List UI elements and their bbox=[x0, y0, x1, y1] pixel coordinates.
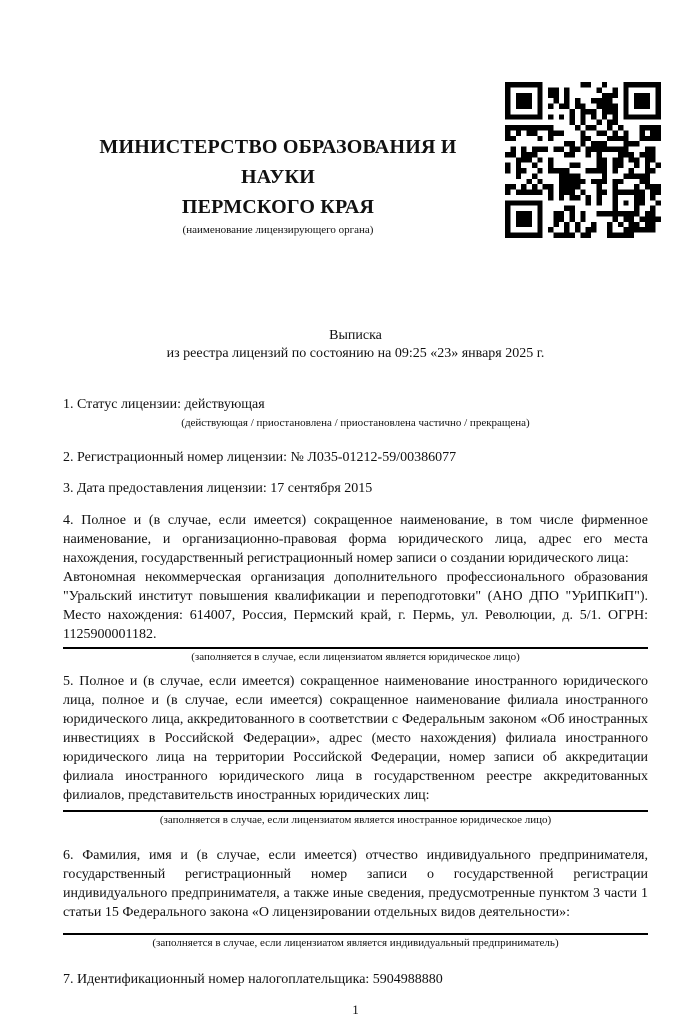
inn-line: 7. Идентификационный номер налогоплательщика: 5904988880 bbox=[63, 972, 443, 987]
ministry-name-line2: ПЕРМСКОГО КРАЯ bbox=[181, 196, 375, 218]
page-number: 1 bbox=[352, 1002, 359, 1017]
document-content bbox=[63, 0, 648, 1018]
foreign-entity-divider bbox=[63, 810, 648, 812]
entrepreneur-divider bbox=[63, 933, 648, 935]
document-title: Выписка bbox=[329, 328, 382, 343]
license-status-line: 1. Статус лицензии: действующая bbox=[63, 397, 265, 412]
license-status-note: (действующая / приостановлена / приостановлена частично / прекращена) bbox=[181, 417, 530, 429]
legal-entity-value: Автономная некоммерческая организация дополнительного профессионального образования "Уральский институт повышения квалификации и переподготовки" (АНО ДПО "УрИПКиП"). Место нахождения: 614007, Россия, Пермский край, г. Пермь, ул. Революции, д. 5/1. ОГРН: 1125900001182. bbox=[63, 570, 648, 642]
foreign-entity-paragraph: 5. Полное и (в случае, если имеется) сокращенное наименование иностранного юридического лица, полное и (в случае, если имеется) сокращенное наименование филиала иностранного юридического лица, аккредитованного в соответствии с Федеральным законом «Об иностранных инвестициях в Российской Федерации», адрес (место нахождения) филиала иностранного юридического лица на территории Российской Федерации, номер записи об аккредитации филиала иностранного юридического лица в государственном реестре аккредитованных филиалов, представительств иностранных юридических лиц: bbox=[63, 674, 648, 803]
foreign-entity-note: (заполняется в случае, если лицензиатом является иностранное юридическое лицо) bbox=[159, 814, 552, 826]
legal-entity-note: (заполняется в случае, если лицензиатом является юридическое лицо) bbox=[191, 651, 520, 663]
entrepreneur-paragraph: 6. Фамилия, имя и (в случае, если имеется) отчество индивидуального предпринимателя, государственный регистрационный номер записи о государственной регистрации индивидуального предпринимателя, а также иные сведения, предусмотренные пунктом 3 части 1 статьи 15 Федерального закона «О лицензировании отдельных видов деятельности»: bbox=[63, 848, 648, 920]
license-grant-date-line: 3. Дата предоставления лицензии: 17 сентября 2015 bbox=[63, 481, 373, 496]
document-subtitle: из реестра лицензий по состоянию на 09:25 «23» января 2025 г. bbox=[166, 346, 545, 361]
ministry-header bbox=[63, 132, 493, 237]
entrepreneur-note: (заполняется в случае, если лицензиатом является индивидуальный предприниматель) bbox=[152, 937, 559, 949]
legal-entity-divider bbox=[63, 647, 648, 649]
ministry-caption: (наименование лицензирующего органа) bbox=[182, 224, 374, 236]
ministry-name-line1: МИНИСТЕРСТВО ОБРАЗОВАНИЯ И НАУКИ bbox=[99, 136, 457, 188]
legal-entity-paragraph: 4. Полное и (в случае, если имеется) сокращенное наименование, в том числе фирменное наименование, и организационно-правовая форма юридического лица, адрес его места нахождения, государственный регистрационный номер записи о создании юридического лица: bbox=[63, 513, 648, 566]
license-reg-number-line: 2. Регистрационный номер лицензии: № Л035-01212-59/00386077 bbox=[63, 450, 457, 465]
document-title-block bbox=[63, 327, 648, 363]
